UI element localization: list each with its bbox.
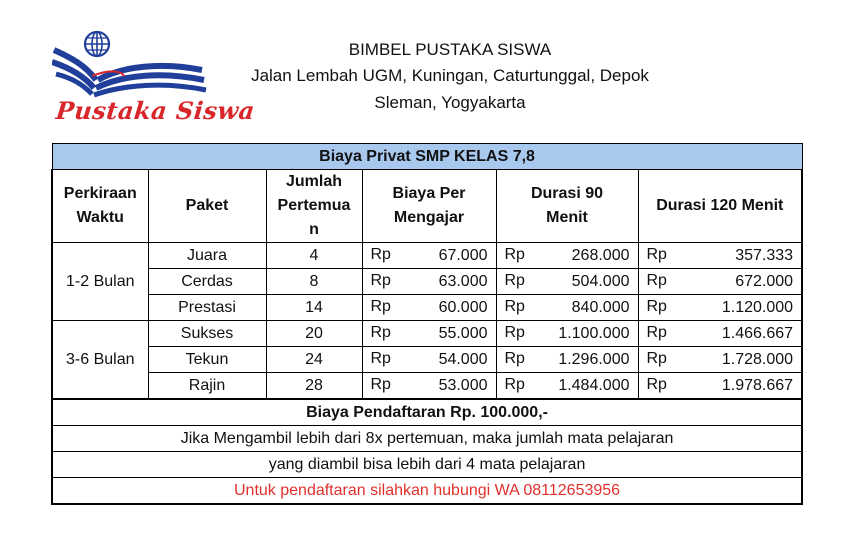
durasi-120-cell xyxy=(638,243,802,269)
durasi-120-cell xyxy=(638,269,802,295)
header-text: Pertemua xyxy=(277,197,351,214)
letterhead xyxy=(0,0,844,140)
header-durasi-120: Durasi 120 Menit xyxy=(638,170,802,243)
pustaka-siswa-logo xyxy=(52,28,257,133)
biaya-cell xyxy=(362,321,496,347)
price-table xyxy=(51,143,803,505)
currency-label: Rp xyxy=(370,298,391,315)
biaya-cell xyxy=(362,373,496,400)
note-row xyxy=(52,452,802,478)
durasi-120-cell xyxy=(638,347,802,373)
table-header-row xyxy=(52,170,802,243)
currency-label: Rp xyxy=(370,350,391,367)
durasi-90-cell xyxy=(496,373,638,400)
currency-label: Rp xyxy=(646,246,667,263)
registration-fee-row xyxy=(52,399,802,426)
currency-label: Rp xyxy=(370,246,391,263)
currency-label: Rp xyxy=(646,324,667,341)
jumlah-cell: 28 xyxy=(266,373,362,400)
durasi-90-cell xyxy=(496,321,638,347)
amount: 67.000 xyxy=(438,246,488,264)
header-durasi-90 xyxy=(496,170,638,243)
table-row xyxy=(52,243,802,269)
header-text: Mengajar xyxy=(393,209,465,226)
table-row xyxy=(52,321,802,347)
amount: 1.296.000 xyxy=(558,350,630,368)
note-line-2: yang diambil bisa lebih dari 4 mata pelajaran xyxy=(52,452,802,478)
durasi-120-cell xyxy=(638,373,802,400)
header-text: n xyxy=(309,221,319,238)
table-row xyxy=(52,295,802,321)
header-text: Menit xyxy=(546,209,588,226)
durasi-120-cell xyxy=(638,295,802,321)
amount: 1.100.000 xyxy=(558,324,630,342)
biaya-cell xyxy=(362,243,496,269)
jumlah-cell: 8 xyxy=(266,269,362,295)
amount: 60.000 xyxy=(438,298,488,316)
header-biaya-per-mengajar xyxy=(362,170,496,243)
currency-label: Rp xyxy=(646,298,667,315)
logo-text: Pustaka Siswa xyxy=(54,96,257,125)
paket-cell: Prestasi xyxy=(148,295,266,321)
header-paket: Paket xyxy=(148,170,266,243)
currency-label: Rp xyxy=(504,272,525,289)
header-text: Biaya Per xyxy=(392,185,466,202)
amount: 268.000 xyxy=(571,246,630,264)
amount: 357.333 xyxy=(735,246,794,264)
amount: 672.000 xyxy=(735,272,794,290)
contact-row xyxy=(52,478,802,505)
header-text: Durasi 90 xyxy=(530,185,604,202)
registration-fee: Biaya Pendaftaran Rp. 100.000,- xyxy=(52,399,802,426)
header-text: Jumlah xyxy=(285,173,342,190)
currency-label: Rp xyxy=(504,246,525,263)
currency-label: Rp xyxy=(646,350,667,367)
waktu-cell: 3-6 Bulan xyxy=(52,321,148,400)
contact-info: Untuk pendaftaran silahkan hubungi WA 08112653956 xyxy=(52,478,802,505)
header-perkiraan-waktu xyxy=(52,170,148,243)
paket-cell: Cerdas xyxy=(148,269,266,295)
biaya-cell xyxy=(362,269,496,295)
address-line-2: Sleman, Yogyakarta xyxy=(374,93,526,112)
header-jumlah-pertemuan xyxy=(266,170,362,243)
amount: 1.978.667 xyxy=(721,376,794,394)
table-row xyxy=(52,373,802,400)
amount: 54.000 xyxy=(438,350,488,368)
jumlah-cell: 4 xyxy=(266,243,362,269)
currency-label: Rp xyxy=(504,324,525,341)
amount: 53.000 xyxy=(438,376,488,394)
table-title-row xyxy=(52,144,802,170)
paket-cell: Juara xyxy=(148,243,266,269)
currency-label: Rp xyxy=(370,272,391,289)
book-globe-icon xyxy=(52,28,212,103)
amount: 1.728.000 xyxy=(721,350,794,368)
paket-cell: Rajin xyxy=(148,373,266,400)
table-row xyxy=(52,347,802,373)
paket-cell: Sukses xyxy=(148,321,266,347)
currency-label: Rp xyxy=(370,324,391,341)
jumlah-cell: 20 xyxy=(266,321,362,347)
biaya-cell xyxy=(362,295,496,321)
amount: 63.000 xyxy=(438,272,488,290)
jumlah-cell: 14 xyxy=(266,295,362,321)
currency-label: Rp xyxy=(504,376,525,393)
durasi-120-cell xyxy=(638,321,802,347)
company-name: BIMBEL PUSTAKA SISWA xyxy=(348,40,552,59)
note-row xyxy=(52,426,802,452)
biaya-cell xyxy=(362,347,496,373)
waktu-cell: 1-2 Bulan xyxy=(52,243,148,321)
table-title: Biaya Privat SMP KELAS 7,8 xyxy=(52,144,802,170)
currency-label: Rp xyxy=(504,298,525,315)
amount: 840.000 xyxy=(571,298,630,316)
currency-label: Rp xyxy=(646,376,667,393)
jumlah-cell: 24 xyxy=(266,347,362,373)
amount: 1.120.000 xyxy=(721,298,794,316)
amount: 504.000 xyxy=(571,272,630,290)
note-line-1: Jika Mengambil lebih dari 8x pertemuan, maka jumlah mata pelajaran xyxy=(52,426,802,452)
durasi-90-cell xyxy=(496,243,638,269)
amount: 55.000 xyxy=(438,324,488,342)
durasi-90-cell xyxy=(496,347,638,373)
durasi-90-cell xyxy=(496,295,638,321)
amount: 1.466.667 xyxy=(721,324,794,342)
table-row xyxy=(52,269,802,295)
currency-label: Rp xyxy=(504,350,525,367)
address-line-1: Jalan Lembah UGM, Kuningan, Caturtunggal, Depok xyxy=(251,66,649,85)
currency-label: Rp xyxy=(646,272,667,289)
header-text: Perkiraan xyxy=(63,185,137,202)
durasi-90-cell xyxy=(496,269,638,295)
currency-label: Rp xyxy=(370,376,391,393)
paket-cell: Tekun xyxy=(148,347,266,373)
header-text: Waktu xyxy=(76,209,124,226)
amount: 1.484.000 xyxy=(558,376,630,394)
